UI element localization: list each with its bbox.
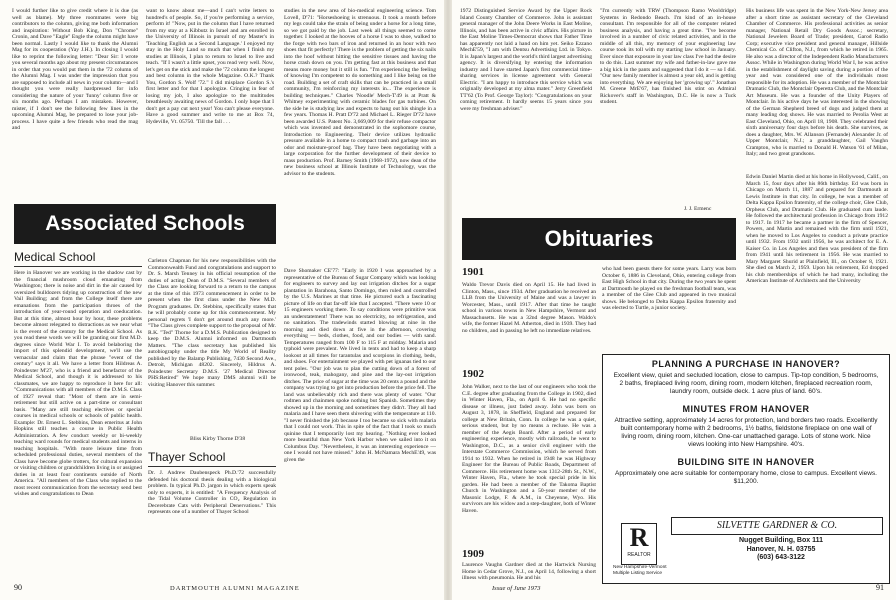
obituary-1901-continued: who had been guests there for some years. Larry was born October 6, 1886 in Cleveland, Ohio, entering college from East High School in that city. During the two years he spent at Dartmouth he played on the freshman football team, was a member of the Glee Club and appeared in two musical shows. He belonged to Delta Kappa Epsilon fraternity and was elected to Turtle, a junior society.	[602, 266, 736, 311]
obituary-martin: Edwin Daniel Martin died at his home in Hollywood, Calif., on March 15, four days after his 86th birthday. Ed was born in Chicago on March 11, 1887 and prepared for Dartmouth at Lewis Institute in that city. In college, he was a member of Delta Kappa Epsilon fraternity, of the college choir, Glee Club, Orpheus Club, and Dramatic Club. He graduated cum laude. He followed the architectural profession in Chicago from 1912 to 1917. In 1917 he became a partner in the firm of Spencer, Powers, and Martin and remained with the firm until 1921, when he moved to Los Angeles to conduct a private practice until 1932. From 1932 until 1956, he was architect for E. A. Kaiser Co. in Los Angeles and then was president of the firm from 1941 until his retirement in 1956. He was married to Mary Margaret Shurid at Plainfield, Ill., on October 8, 1921. She died on March 2, 1959. Upon his retirement, Ed dropped his club memberships of which he had many, including the American Institute of Architects and the University	[746, 174, 888, 284]
ad-text-minutes: Attractive setting, approximately 14 acres for protection, land borders two roads. Excellently built contemporary home with 2 bedrooms, 1½ baths, fieldstone fireplace on one wall of living room, dining room, kitchen. One-car unattached garage. Lots of stone work. Nice views looking into New Hampshire. 40's.	[614, 417, 878, 448]
realtor-r-icon: R	[629, 523, 649, 552]
thayer-notes-continued: 1972 Distinguished Service Award by the Upper Rock Island County Chamber of Commerce. John is assistant general manager of the John Deere Works in East Moline, Illinois, and has been active in civic affairs. His picture in the East Moline Times-Democrat shows that Father Time has apparently not laid a hand on him yet. Seiko Ezzano MechE'59, "I am with Dentsu Advertising Ltd. in Tokyo. It is Japan's largest and the world's third largest advertising agency. It is diversifying by entering the information industry and I have started Japan's first commercial time-sharing services in license agreement with General Electric. "I am happy to introduce this service which was originally developed at my alma mater." Jerry Greenfield TT'62 (To Prof. George Taylor): "Congratulations on your coming retirement. It hardly seems 15 years since you were my freshman adviser."	[460, 8, 592, 112]
ad-text-building-site: Approximately one acre suitable for contemporary home, close to campus. Excellent views. $11,200.	[615, 470, 877, 485]
thayer-notes-column-2: "I'm currently with TRW (Thompson Ramo Wooldridge) Systems in Redondo Beach. I'm kind of an in-house consultant. I'm responsible for all of the computer related business analysis, and having a great time. "I've become involved in a number of civic related activities, and in the middle of all this, my memory of your engineering law course took its toll with my starting law school in January. Ever since that exposure in your law class I've had the desire to do this. Last summer my wife and father-in-law gave me a big kick in the pants and suggested that I do it — so I did. "Our new family member is almost a year old, and is getting into everything. We are enjoying her 'growing up'." Jonathan M. Greene MrE'67, has finished his stint on Admiral Rickover's staff in Washington, D.C. He is now a Tuck student.	[600, 8, 736, 105]
magazine-title-footer: DARTMOUTH ALUMNI MAGAZINE	[170, 585, 300, 592]
right-page	[452, 0, 896, 600]
medical-school-column-1: Here in Hanover we are working in the shadow cast by the financial mushroom cloud emanating from Washington; there is noise and dirt in the air caused by oversized bulldozers tidying up construction of the new Vail Building; and from the College itself there are emanations from the participation throes of the introduction of year-round operation and coeducation. But at this time, almost hour by hour, these problems become almost relegated to distractions as we near what is the event of the century for the Medical School. As you read these words we will be granting our first M.D. degrees since World War I. To avoid belaboring the import of this splendid development, we'll use the vernacular and claim that the phrase "event of the century" says it all. We have a letter from Hildreas A. Poindexter M'27, who is a friend and benefactor of the Medical School, and though it is addressed to his classmates, we are happy to reproduce it here for all: "Communications with all members of the D.M.S. Class of 1927 reveal that: "Most of them are in semi-retirement but still active on a part-time or consultant basis. "Many are still teaching electives or special courses in medical schools or schools of public health. Example: Dr. Ernest L. Stebbins, Dean emeritus at John Hopkins still teaches a course in Public Health Administration. A few conduct weekly or bi-weekly teaching ward rounds for medical students and interns in teaching hospitals. "With more leisure time from scheduled professional duties, several members of the Class have become globe trotters, for cultural expansion or visiting children or grandchildren living in or assigned duties in at least four continents outside of North America. "All members of the Class who replied to the most recent communication from the secretary send best wishes and congratulations to Dean	[14, 270, 142, 497]
left-page	[0, 0, 444, 600]
class-notes-column-1: I would further like to give credit where it is due (as well as blame). My three roommates were big contributors to the column, giving me both information and inspiration: Without Bob King, Don "Chrome" Cronin, and Dave "Eagle" Engle the column might have been normal. Lastly I would like to thank the Alumni Mag for its cooperation (Yay J.H.). In closing I would like to reprint the following letter: "Dear Sir: I wrote you several months ago about my present circumstances in order that you would put them in the '72 column of the Alumni Mag. I was under the impression that you are supposed to include all news in your column—and I thought you were really hardpressed for info considering the nature of your 'funny' column five or six months ago. Perhaps I am mistaken. However, mister, if I don't see the following few lines in the upcoming Alumni Mag, be prepared to lose your job-process. I have quite a few friends who read the mag and	[12, 8, 138, 131]
firm-address-line-1: Nugget Building, Box 111	[738, 537, 823, 544]
medical-school-heading: Medical School	[14, 250, 96, 264]
obituary-1902: John Walker, next to the last of our engineers who took the C.E. degree after graduating from the College in 1902, died in Winter Haven, Fla., on April 6. He had no specific disease or illness, just faded away. John was born on August 3, 1878, in Sheffield, England and prepared for college at New Britain, Conn. In college he was a quiet, serious student, but by no means a recluse. He was a member of the Aegis Board. After a period of early engineering experience, mostly with railroads, he went to Washington, D.C., as a senior civil engineer with the Interstate Commerce Commission, which he served from 1914 to 1932. When he retired in 1948 he was Highway Engineer for the Bureau of Public Roads, Department of Commerce. His retirement home was 1312-28th St., N.W., Winter Haven, Fla., where he took special pride in his garden. He had been a member of the Takoma Baptist Church in Washington and a 50-year member of the Masonic Lodge, F. & A.M., in Cheyenne, Wyo. His survivors are his widow and a step-daughter, both of Winter Haven.	[462, 384, 596, 514]
firm-name: SILVETTE GARDNER & CO.	[671, 517, 883, 535]
realtor-logo	[621, 523, 657, 565]
thayer-school-column: Dr. J. Andrew Daubenspeck Ph.D.'72 successfully defended his doctoral thesis dealing with a biological problem. In typical Ph.D. jargon in which experts speak only to experts, it is entitled: "A Frequency Analysis of the Tidal Volume Controller in CO₂ Regulation in Decerebrate Cats with Peripheral Denervations." This represents one of a number of Thayer School	[148, 470, 276, 515]
class-year-1902: 1902	[462, 368, 484, 380]
ad-text-purchase: Excellent view, quiet and secluded location, close to campus. Tip-top condition, 5 bedrooms, 2 baths, fireplaced living room, dining room, modern kitchen, fireplaced recreation room, laundry room, outside deck. 1 acre plus of land. 60's.	[613, 372, 879, 395]
ad-heading-building-site: BUILDING SITE IN HANOVER	[677, 457, 815, 467]
firm-phone: (603) 643-3122	[757, 554, 805, 561]
thayer-notes-column-top: studies in the new area of bio-medical engineering science. Tom Lovell, D'71: "Horseshoeing is strenuous. It took a month before my legs could take the strain of being under a horse for a long time, so we got paid by the job. Last week all things seemed to come together. I looked at the hooves of a horse I was to shoe, walked to the forge with two bars of iron and returned in an hour with two shoes that fit perfectly! There is the problem of getting the six nails into the hoof without hitting the sensitive tissues and having the horse crash down on you. I'm getting fast at this business and that means more money but it still is fun. "I'm experiencing the feeling of knowing I'm competent to do something and I like being on the road. Building a set of craft skills that can be practiced in a small community, I'm reinforcing my interests in... The experience is building techniques." Charles 'Noodle' Mech-T'49 is at Pratt & Whitney experimenting with ceramic blades for gas turbines. On the side he is studying law and expects to hang out his shingle in a few years. Thomas H. Pratt D'72 and Michael L. Rieger D'72 have been awarded U.S. Patent No. 3,669,009 for their refuse compactor which was invented and demonstrated in the sophomore course, Introduction to Engineering. Their device utilizes hydraulic pressure available in a home to compact trash and garbage into an odor and moisture-proof bag. They have been negotiating with a large corporation for the further development of their device to mass production. Prof. Barney Smith (1968-1972), now dean of the new business school at Illinois Institute of Technology, was the advisor to the students.	[284, 8, 436, 177]
page-gutter	[444, 0, 452, 600]
issue-date-footer: Issue of June 1973	[492, 585, 541, 592]
thayer-school-heading: Thayer School	[148, 450, 226, 464]
heading-rule	[148, 466, 276, 467]
obituary-1901: Waldo Trevor Davis died on April 15. He had lived in Clinton, Mass., since 1934. After graduation he received an LLB from the University of Maine and was a lawyer in Worcester, Mass., until 1917. After that time he taught school in various towns in New Hampshire, Vermont and Massachusetts. He was a 32nd degree Mason. Waldo's wife, the former Hazel M. Atherton, died in 1939. They had no children, and in passing he left no immediate relatives.	[462, 282, 596, 334]
thayer-signature: J. J. Ermenc	[684, 206, 712, 212]
firm-address-line-2: Hanover, N. H. 03755	[746, 545, 816, 553]
mls-caption: New Hampshire-Vermont Multiple Listing Service	[613, 565, 667, 576]
class-year-1901: 1901	[462, 266, 484, 278]
medical-school-column-2: Carleton Chapman for his new responsibilities with the Commonwealth Fund and congratulations and support to Dr. S. Marsh Tenney in his official resumption of the duties of acting Dean of D.M.S. "Several members of the Class are looking forward to a return to the campus at the time of this 1973 commencement in order to be present when the first class under the New M.D. Program graduates. Dr. Stebbins, specifically states that he will probably come up for this commencement. My personal regrets 'I don't get around much any more.' "The Class gives complete support to the proposal of Mr. R.K. "Ted" Thorne for a D.M.S. Publication designed to keep the D.M.S. Alumni informed on Dartmouth Matters. "The class secretary has published his autobiography under the title My World of Reality published by the Balamp Publishing, 7430 Second Ave., Detroit, Michigan 48202. Sincerely, Hildrus A. Poindexter Secretary D.M.S. '27 Medical Director PHS:Retired" We hope many DMS alumni will be visiting Hanover this summer.	[148, 258, 276, 388]
real-estate-advertisement	[602, 354, 890, 584]
obituary-1909: Laurence Vaughn Gardner died at the Hartwick Nursing Home in Cedar Grove, N.J., on April 14, following a short illness with pneumonia. He and his	[462, 562, 596, 581]
obituary-continued-column: His business life was spent in the New York-New Jersey area after a short time as assistant secretary of the Cleveland Chamber of Commerce. His professional activities as senior manager, National Retail Dry Goods Assoc.; secretary, National Jewelers Board of Trade; president, Garod Radio Corp; executive vice president and general manager, Hillside Chemical Co. of Clifton, N.J., from which he retired in 1965. He also was a director of the Independent Radio Manufacturers Assoc. While in Washington during World War I, he was active in the establishment of daylight saving during a portion of the year and was considered one of the individuals most responsible for its adoption. He was a member of the Montclair Dramatic Club, the Montclair Operetta Club, and the Montclair Art Museum. He was a founder of the Unity Players of Montclair. In his active days he was interested in the showing of the German Shepherd breed of dogs and judged them at many leading dog shows. He was married to Perolia West at East Cleveland, Ohio, on April 18, 1908. They celebrated their sixth anniversary four days before his death. She survives, as does a daughter, Mrs. W. Allanson (Fernande) Alexander Jr. of Upper Montclair, N.J.; a granddaughter, Gail Vaughn Crampton, who is married to Donald H. Watson '61 of Milan, Italy; and two great grandsons.	[746, 8, 888, 157]
class-year-1909: 1909	[462, 548, 484, 560]
firm-contact	[683, 537, 879, 563]
thayer-notes-column-bottom: Dave Shomaker CE'77: "Early in 1920 I was approached by a representative of the Bureau of Sugar Company which was looking for engineers to survey and lay out irrigation ditches for a sugar plantation in Barahona, Santo Domingo, then ruled and controlled by the U.S. Marines at that time. He pictured such a fascinating picture of life on that far-off isle that I accepted. "There were 10 or 15 engineers working there. To say conditions were primitive was an understatement! There was no electricity, no refrigeration, and no sanitation. The tradewinds started blowing at nine in the morning and died down at five in the afternoon, covering everything — beds, clothes, food, and our bodies — with sand. Temperatures ranged from 100 F to 115 F at midday. Malaria and typhoid were prevalent. We lived in tents and had to keep a sharp lookout at all times for tarantulas and scorpions in clothing, beds, and shoes. For entertainment we played with pet iguanas tied to our tent poles. "Our job was to plan the cutting down of a forest of ironwood, teak, mahogany, and pine and the lay-out irrigation ditches. The price of sugar at the time was 20 cents a pound and the company was trying to get into production before the price fell. The land was unbelievably rich and there was plenty of water. "Our rodmen and chainmen spoke nothing but Spanish. Sometimes they showed up in the morning and sometimes they didn't. They all had malaria and I have seen them shivering with the temperature at 110. "I never finished the job because I too became so sick with malaria that I could not work. This in spite of the fact that I took so much quinine that I temporarily lost my hearing. "Nothing ever looked more beautiful than New York Harbor when we sailed into it on Columbus Day. "Nevertheless, it was an interesting experience — one I would not have missed." John H. McNamara MechE'49, was given the	[284, 268, 436, 463]
page-number-right: 91	[876, 583, 884, 592]
page-number-left: 90	[14, 583, 22, 592]
associated-schools-banner: Associated Schools	[14, 204, 276, 244]
obituaries-banner: Obituaries	[462, 218, 736, 260]
class-notes-column-2: want to know about me—and I can't write letters to hundred's of people. So, if you're performing a service, perform it! "Now, put in the column that I have returned from my stay at a Kibbutz in Israel and am enrolled in the University of Illinois in pursuit of my Master's in 'Teaching English as a Second Language.' I enjoyed my stay in the Holy Land so much that when I finish my studies at Illinois, I plan to return to Israel to live and teach. "If I wasn't a little upset, you read very well. Now, let's get on the stick and make the '72 column the longest and best column in the whole Magazine. O.K.? Thank You, Gordon S. Wolf '72." I did misplace Gordon S.'s first letter and for that I apologize. Cringing in fear of losing my job, I also apologize to the multitudes breathlessly awaiting news of Gordon. I only hope that I don't get a pay cut next year! You can't please everyone. Have a good summer and write to me at Box 74, Hydeville, Vt. 05750. 'Till the fall . . .	[146, 8, 274, 125]
medical-signature: Bliss Kirby Thorne D'38	[190, 436, 246, 442]
realtor-label: REALTOR	[627, 552, 651, 558]
ad-heading-minutes: MINUTES FROM HANOVER	[682, 404, 810, 414]
ad-heading-purchase: PLANNING A PURCHASE IN HANOVER?	[651, 359, 841, 369]
heading-rule	[14, 266, 142, 267]
